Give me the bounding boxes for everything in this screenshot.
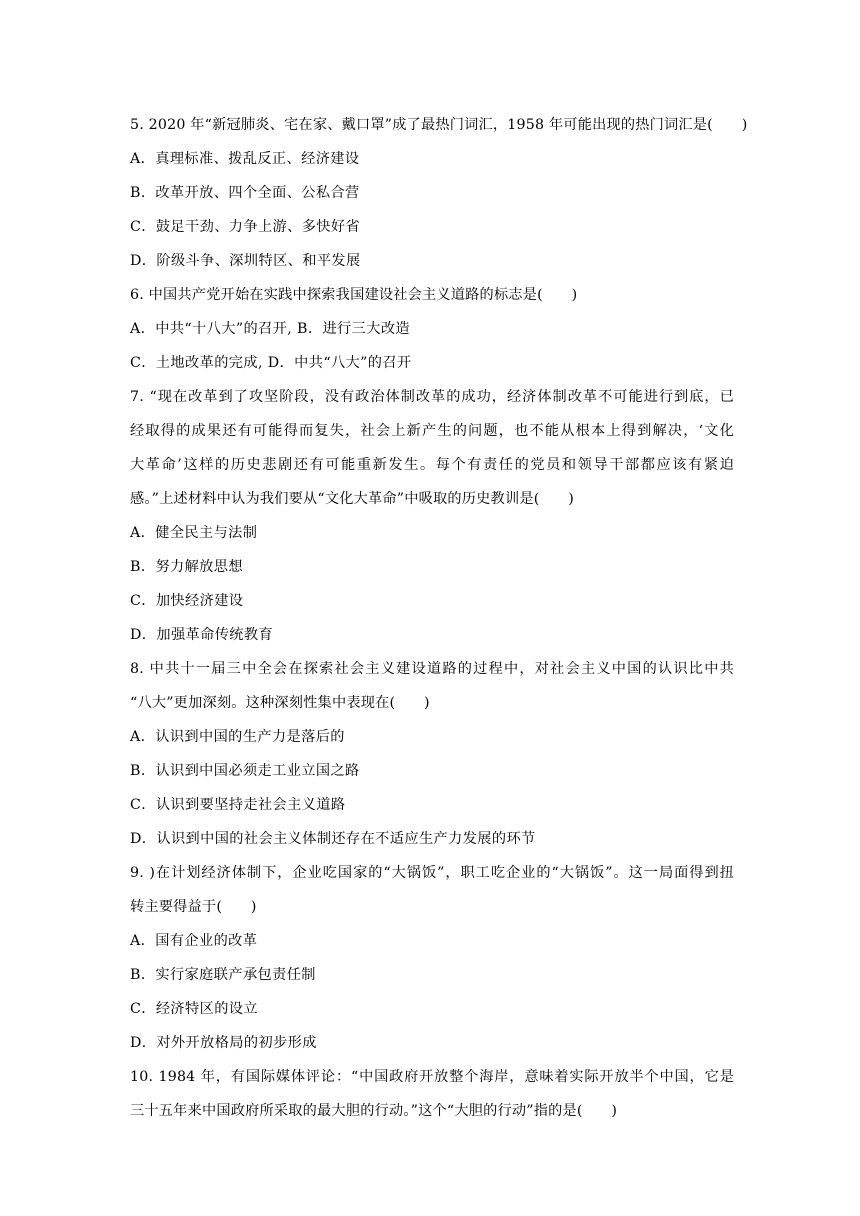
question-6-options-cd: C．土地改革的完成, D．中共“八大”的召开 bbox=[130, 355, 412, 371]
question-7-option-b: B．努力解放思想 bbox=[130, 559, 243, 575]
question-7-option-d: D．加强革命传统教育 bbox=[130, 627, 274, 643]
question-10-stem-line-2: 三十五年来中国政府所采取的最大胆的行动。”这个“大胆的行动”指的是( ) bbox=[130, 1103, 618, 1119]
question-8-option-a: A．认识到中国的生产力是落后的 bbox=[130, 729, 345, 745]
question-8-option-d: D．认识到中国的社会主义体制还存在不适应生产力发展的环节 bbox=[130, 831, 536, 847]
question-9-option-b: B．实行家庭联产承包责任制 bbox=[130, 967, 316, 983]
question-5-option-b: B．改革开放、四个全面、公私合营 bbox=[130, 185, 360, 201]
question-7-option-c: C．加快经济建设 bbox=[130, 593, 244, 609]
exam-page bbox=[130, 108, 748, 1128]
question-7-stem-line-1: 7. “现在改革到了攻坚阶段，没有政治体制改革的成功，经济体制改革不可能进行到底，已 bbox=[130, 389, 734, 405]
question-9-option-c: C．经济特区的设立 bbox=[130, 1001, 258, 1017]
question-9-option-d: D．对外开放格局的初步形成 bbox=[130, 1035, 317, 1051]
question-8-stem-line-1: 8. 中共十一届三中全会在探索社会主义建设道路的过程中，对社会主义中国的认识比中共 bbox=[130, 661, 734, 677]
question-6-options-ab: A．中共“十八大”的召开, B．进行三大改造 bbox=[130, 321, 410, 337]
question-7-stem-line-2: 经取得的成果还有可能得而复失，社会上新产生的问题，也不能从根本上得到解决，‘文化 bbox=[130, 423, 734, 439]
question-7-option-a: A．健全民主与法制 bbox=[130, 525, 258, 541]
question-7-stem-line-4: 感。”上述材料中认为我们要从“文化大革命”中吸取的历史教训是( ) bbox=[130, 491, 574, 507]
question-9-stem-line-2: 转主要得益于( ) bbox=[130, 899, 257, 915]
question-6-stem: 6. 中国共产党开始在实践中探索我国建设社会主义道路的标志是( ) bbox=[130, 287, 578, 303]
question-8-option-b: B．认识到中国必须走工业立国之路 bbox=[130, 763, 360, 779]
question-8-stem-line-2: “八大”更加深刻。这种深刻性集中表现在( ) bbox=[130, 695, 430, 711]
question-5-stem: 5. 2020 年“新冠肺炎、宅在家、戴口罩”成了最热门词汇，1958 年可能出现的热门词汇是( ) bbox=[130, 117, 748, 133]
question-9-stem-line-1: 9. )在计划经济体制下，企业吃国家的“大锅饭”，职工吃企业的“大锅饭”。这一局面得到扭 bbox=[130, 865, 734, 881]
question-5-option-d: D．阶级斗争、深圳特区、和平发展 bbox=[130, 253, 361, 269]
question-5-option-a: A．真理标准、拨乱反正、经济建设 bbox=[130, 151, 360, 167]
question-7-stem-line-3: 大革命’这样的历史悲剧还有可能重新发生。每个有责任的党员和领导干部都应该有紧迫 bbox=[130, 457, 734, 473]
question-9-option-a: A．国有企业的改革 bbox=[130, 933, 258, 949]
question-5-option-c: C．鼓足干劲、力争上游、多快好省 bbox=[130, 219, 361, 235]
question-8-option-c: C．认识到要坚持走社会主义道路 bbox=[130, 797, 346, 813]
question-10-stem-line-1: 10. 1984 年，有国际媒体评论：“中国政府开放整个海岸，意味着实际开放半个中国，它是 bbox=[130, 1069, 734, 1085]
